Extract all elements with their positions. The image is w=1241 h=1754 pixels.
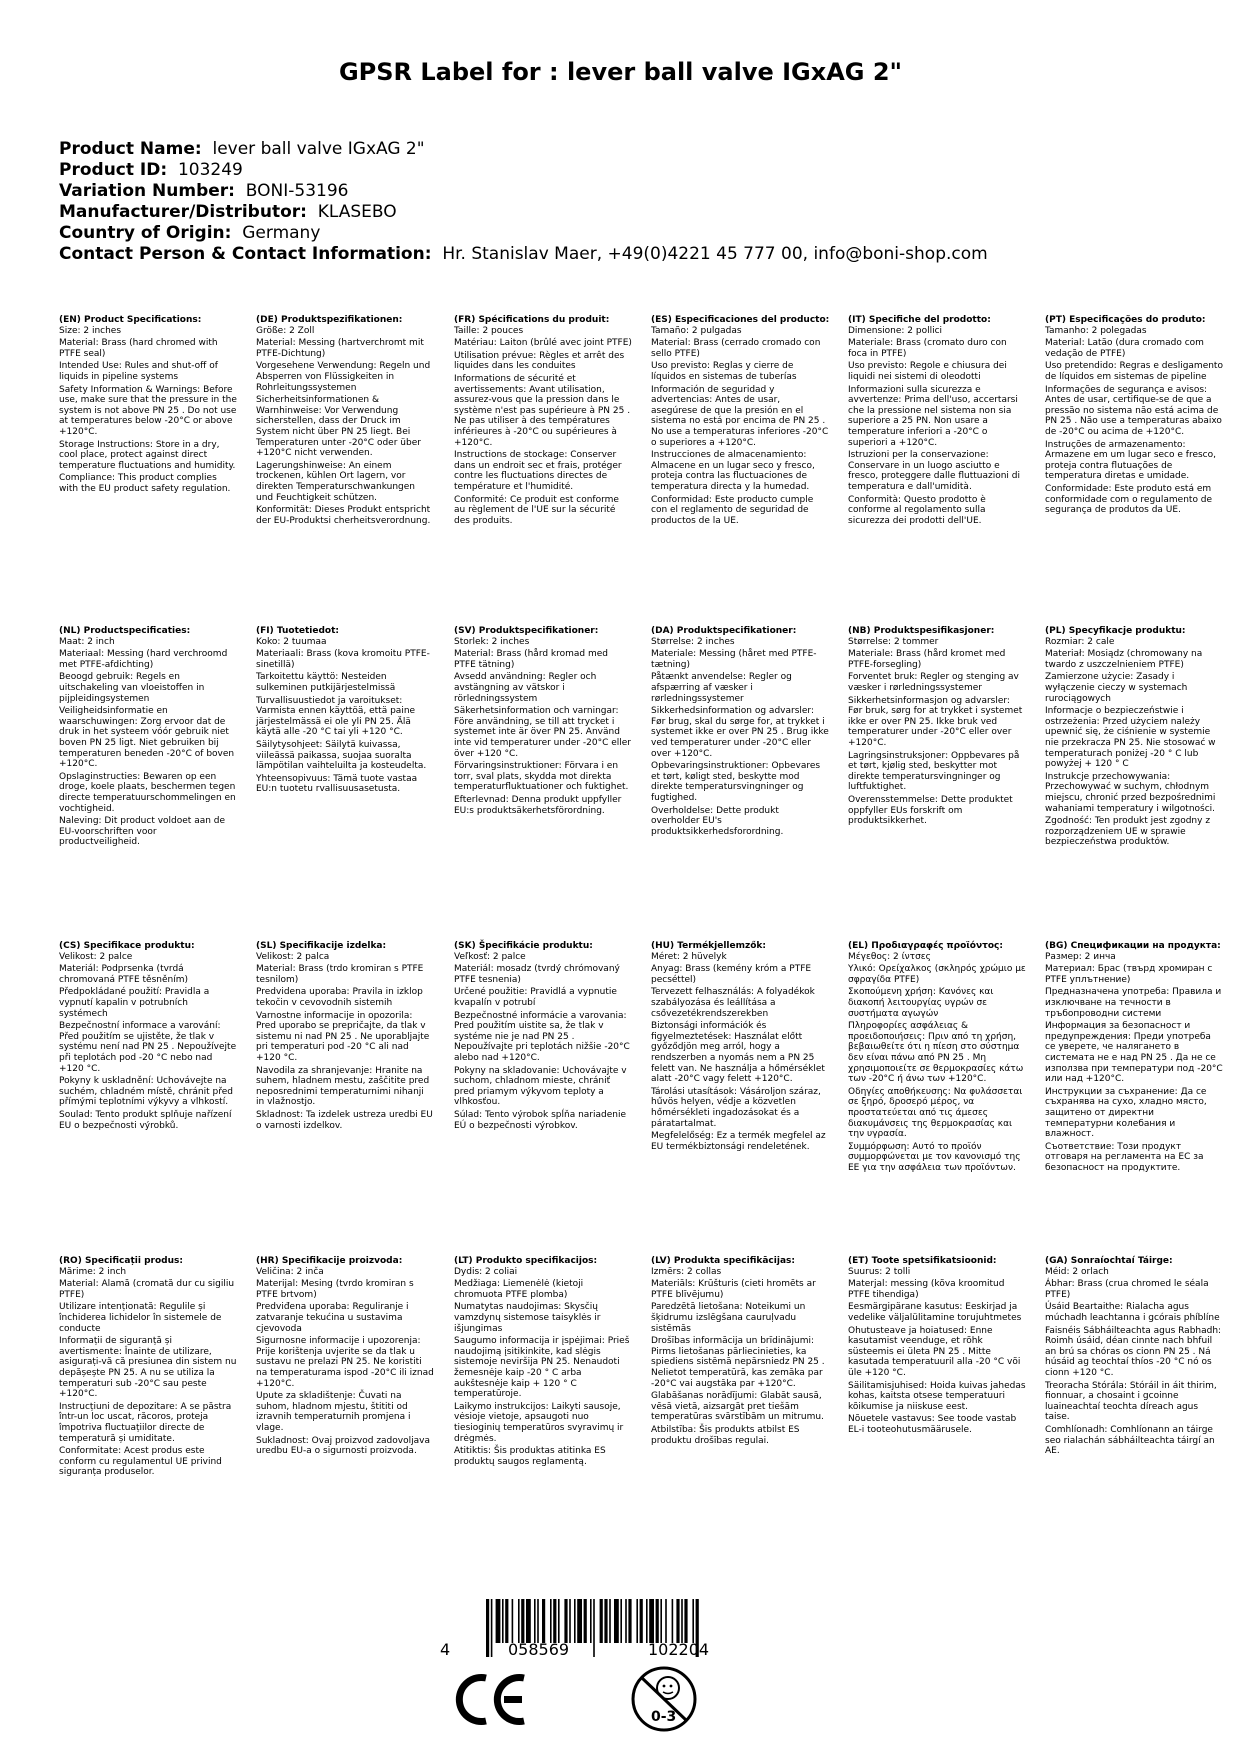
- spec-item: Conformitate: Acest produs este conform cu regulamentul UE privind siguranța produselor.: [59, 1446, 222, 1478]
- spec-item: Instrucciones de almacenamiento: Almacene en un lugar seco y fresco, proteja contra las fluctuaciones de temperatura directa y la humedad.: [651, 450, 815, 492]
- spec-item: Material: Brass (hard chromed with PTFE seal): [59, 338, 218, 359]
- info-label: Variation Number:: [59, 181, 235, 201]
- barcode-bar: [681, 1599, 683, 1643]
- spec-item: Instruções de armazenamento: Armazene em um lugar seco e fresco, proteja contra flutuações de temperatura diretas e umidade.: [1045, 439, 1216, 482]
- spec-item: Conformidad: Este producto cumple con el reglamento de seguridad de productos de la UE.: [651, 494, 814, 526]
- spec-header: (SL) Specifikacije izdelka:: [256, 941, 387, 951]
- spec-item: Lagerungshinweise: An einem trockenen, kühlen Ort lagern, vor direkten Temperaturschwankungen und Feuchtigkeit schützen.: [256, 460, 415, 503]
- spec-item: Bezpečnostné informácie a varovania: Pred použitím uistite sa, že tlak v systéme nie je nad PN 25 . Nepoužívajte pri teplotách nižšie -20°C alebo nad +120°C.: [454, 1010, 630, 1063]
- spec-item: Medžiaga: Liemenėlė (kietoji chromuota PTFE plomba): [454, 1279, 584, 1300]
- info-row: [59, 202, 988, 223]
- spec-header: (EL) Προδιαγραφές προϊόντος:: [848, 941, 1003, 951]
- spec-item: Materiale: Messing (håret med PTFE-tætning): [651, 649, 817, 670]
- barcode-bar: [609, 1599, 611, 1643]
- spec-item: Glabāšanas norādījumi: Glabāt sausā, vēsā vietā, aizsargāt pret tiešām temperatūras svārstībām un mitrumu.: [651, 1391, 824, 1423]
- info-label: Product ID:: [59, 160, 168, 180]
- barcode-bar: [636, 1599, 638, 1643]
- spec-item: Størrelse: 2 tommer: [848, 636, 939, 647]
- spec-item: Pokyny na skladovanie: Uchovávajte v suchom, chladnom mieste, chrániť pred priamym výkyvom teploty a vlhkosťou.: [454, 1065, 627, 1108]
- spec-item: Tarkoitettu käyttö: Nesteiden sulkeminen putkijärjestelmissä: [256, 672, 396, 693]
- spec-header: (NB) Produktspesifikasjoner:: [848, 626, 995, 636]
- info-value: KLASEBO: [317, 202, 397, 222]
- spec-item: Izmērs: 2 collas: [651, 1266, 722, 1277]
- spec-item: Avsedd användning: Regler och avstängning av vätskor i rörledningssystem: [454, 672, 597, 704]
- barcode-digits-mid: 058569: [508, 1640, 570, 1659]
- spec-item: Material: Messing (hartverchromt mit PTFE-Dichtung): [256, 338, 424, 359]
- spec-item: Informations de sécurité et avertissements: Avant utilisation, assurez-vous que la pression dans le système n'est pas supérieure à PN 25 . Ne pas utiliser à des températures inférieures à -20°C ou supérieures à +120°C.: [454, 373, 631, 448]
- barcode-bar: [620, 1599, 622, 1643]
- spec-item: Predvidena uporaba: Pravila in izklop tekočin v cevovodnih sistemih: [256, 987, 423, 1008]
- spec-item: Materiale: Brass (hård kromet med PTFE-forsegling): [848, 649, 1006, 670]
- spec-item: Varnostne informacije in opozorila: Pred uporabo se prepričajte, da tlak v sistemu ni nad PN 25 . Ne uporabljajte pri temperaturi pod -20 °C ali nad +120 °C.: [256, 1010, 430, 1063]
- spec-item: Uso previsto: Regole e chiusura dei liquidi nei sistemi di oleodotti: [848, 361, 1007, 382]
- spec-block: [848, 626, 1026, 829]
- barcode-bar: [628, 1599, 631, 1643]
- spec-header: (BG) Спецификации на продукта:: [1045, 941, 1221, 951]
- spec-item: Größe: 2 Zoll: [256, 325, 315, 336]
- info-label: Contact Person & Contact Information:: [59, 244, 432, 264]
- spec-item: Materiāls: Krūšturis (cieti hromēts ar PTFE blīvējumu): [651, 1279, 816, 1300]
- spec-block: [848, 1256, 1026, 1438]
- spec-item: Mărime: 2 inch: [59, 1266, 127, 1277]
- spec-item: Dydis: 2 coliai: [454, 1266, 518, 1277]
- info-value: BONI-53196: [245, 181, 349, 201]
- spec-item: Informações de segurança e avisos: Antes de usar, certifique-se de que a pressão no sistema não está acima de PN 25 . Não use a temperaturas abaixo de -20°C ou acima de +120°C.: [1045, 384, 1222, 437]
- spec-item: Informații de siguranță și avertismente: Înainte de utilizare, asigurați-vă că presiunea din sistem nu depășește PN 25. A nu se utiliza la temperaturi sub -20°C sau peste +120°C.: [59, 1336, 237, 1400]
- spec-item: Size: 2 inches: [59, 325, 122, 336]
- spec-item: Vorgesehene Verwendung: Regeln und Absperren von Flüssigkeiten in Rohrleitungssystemen: [256, 361, 431, 393]
- product-info: [59, 139, 988, 265]
- spec-item: Intended Use: Rules and shut-off of liquids in pipeline systems: [59, 361, 218, 382]
- barcode-bar: [692, 1599, 694, 1643]
- spec-item: Určené použitie: Pravidlá a vypnutie kvapalín v potrubí: [454, 987, 617, 1008]
- spec-item: Opslaginstructies: Bewaren op een droge, koele plaats, beschermen tegen directe temperatuurschommelingen en vochtigheid.: [59, 771, 236, 814]
- spec-item: Размер: 2 инча: [1045, 951, 1116, 962]
- spec-item: Material: Latão (dura cromado com vedação de PTFE): [1045, 338, 1204, 359]
- spec-item: Veličina: 2 inča: [256, 1266, 324, 1277]
- info-row: [59, 244, 988, 265]
- barcode-bar: [486, 1599, 489, 1657]
- spec-item: Zamierzone użycie: Zasady i wyłączenie cieczy w systemach rurociągowych: [1045, 672, 1188, 704]
- spec-item: Ohutusteave ja hoiatused: Enne kasutamist veenduge, et rõhk süsteemis ei ületa PN 25 . Mitte kasutada temperatuuril alla -20 °C või üle +120 °C.: [848, 1325, 1021, 1378]
- barcode-bar: [672, 1599, 674, 1643]
- spec-item: Materiał: Mosiądz (chromowany na twardo z uszczelnieniem PTFE): [1045, 649, 1203, 670]
- spec-item: Påtænkt anvendelse: Regler og afspærring af væsker i rørledningssystemer: [651, 672, 792, 704]
- spec-header: (FI) Tuotetiedot:: [256, 626, 340, 636]
- spec-item: Numatytas naudojimas: Skysčių vamzdynų sistemose taisyklės ir išjungimas: [454, 1302, 601, 1334]
- spec-item: Материал: Брас (твърд хромиран с PTFE уплътнение): [1045, 964, 1213, 985]
- spec-item: Uso previsto: Reglas y cierre de líquidos en sistemas de tuberías: [651, 361, 797, 382]
- barcode-bar: [676, 1599, 679, 1643]
- spec-item: Safety Information & Warnings: Before use, make sure that the pressure in the system is not above PN 25 . Do not use at temperatures below -20°C or above +120°C.: [59, 384, 237, 437]
- spec-item: Instructions de stockage: Conserver dans un endroit sec et frais, protéger contre les fluctuations directes de température et l'humidité.: [454, 450, 622, 492]
- spec-header: (GA) Sonraíochtaí Táirge:: [1045, 1256, 1173, 1266]
- barcode-bar: [665, 1599, 667, 1643]
- spec-item: Sukladnost: Ovaj proizvod zadovoljava uredbu EU-a o sigurnosti proizvoda.: [256, 1435, 430, 1457]
- spec-item: Naleving: Dit product voldoet aan de EU-voorschriften voor productveiligheid.: [59, 816, 226, 848]
- spec-header: (HR) Specifikacije proizvoda:: [256, 1256, 403, 1266]
- spec-item: Efterlevnad: Denna produkt uppfyller EU:s produktsäkerhetsförordning.: [454, 794, 622, 816]
- spec-header: (DE) Produktspezifikationen:: [256, 315, 403, 325]
- spec-header: (CS) Specifikace produktu:: [59, 941, 195, 951]
- spec-item: Tamaño: 2 pulgadas: [651, 325, 742, 336]
- barcode-bar: [577, 1599, 582, 1643]
- barcode-bar: [604, 1599, 607, 1643]
- spec-item: Tárolási utasítások: Vásároljon száraz, hűvös helyen, védje a közvetlen hőmérsékleti ingadozásokat és a páratartalmat.: [651, 1086, 821, 1129]
- spec-block: [59, 941, 237, 1133]
- info-value: Hr. Stanislav Maer, +49(0)4221 45 777 00, info@boni-shop.com: [442, 244, 988, 264]
- spec-block: [454, 1256, 632, 1469]
- spec-header: (DA) Produktspecifikationer:: [651, 626, 797, 636]
- info-value: Germany: [242, 223, 321, 243]
- spec-item: Upute za skladištenje: Čuvati na suhom, hladnom mjestu, štititi od izravnih temperaturnih promjena i vlage.: [256, 1391, 411, 1433]
- spec-item: Sikkerhetsinformasjon og advarsler: Før bruk, sørg for at trykket i systemet ikke er over PN 25. Ikke bruk ved temperaturer under -20°C eller over +120°C.: [848, 695, 1023, 748]
- spec-item: Conformité: Ce produit est conforme au règlement de l'UE sur la sécurité des produits.: [454, 494, 619, 526]
- info-row: [59, 160, 988, 181]
- spec-item: Opbevaringsinstruktioner: Opbevares et tørt, køligt sted, beskytte mod direkte temperatursvingninger og fugtighed.: [651, 761, 821, 803]
- spec-item: Treoracha Stórála: Stóráil in áit thirim, fionnuar, a chosaint i gcoinne luaineachtaí teochta díreach agus taise.: [1045, 1380, 1217, 1423]
- info-row: [59, 181, 988, 202]
- spec-item: Информация за безопасност и предупреждения: Преди употреба се уверете, че налягането в системата не е над PN 25 . Да не се използва при температури под -20°C или над +120°C.: [1045, 1021, 1223, 1085]
- spec-block: [454, 626, 632, 818]
- spec-item: Material: Brass (cerrado cromado con sello PTFE): [651, 338, 821, 359]
- spec-block: [848, 941, 1026, 1175]
- spec-item: Anyag: Brass (kemény króm a PTFE pecséttel): [651, 964, 812, 985]
- spec-header: (IT) Specifiche del prodotto:: [848, 315, 991, 325]
- ce-mark-icon: [455, 1672, 531, 1727]
- spec-block: [1045, 1256, 1223, 1459]
- spec-item: Compliance: This product complies with the EU product safety regulation.: [59, 473, 231, 494]
- spec-item: Σκοπούμενη χρήση: Κανόνες και διακοπή λειτουργίας υγρών σε συστήματα αγωγών: [848, 987, 994, 1019]
- spec-item: Tamanho: 2 polegadas: [1045, 325, 1147, 336]
- spec-item: Pokyny k uskladnění: Uchovávejte na suchém, chladném místě, chránit před přímými teplotními výkyvy a vlhkostí.: [59, 1076, 233, 1108]
- spec-item: Sigurnosne informacije i upozorenja: Prije korištenja uvjerite se da tlak u sustavu ne prelazi PN 25. Ne koristiti na temperaturama ispod -20°C ili iznad +120°C.: [256, 1336, 434, 1389]
- spec-item: Storlek: 2 inches: [454, 636, 530, 647]
- spec-item: Lagringsinstruksjoner: Oppbevares på et tørt, kjølig sted, beskytter mot direkte temperatursvingninger og luftfuktighet.: [848, 750, 1020, 793]
- spec-block: [59, 315, 237, 497]
- spec-item: Saugumo informacija ir įspėjimai: Prieš naudojimą įsitikinkite, kad slėgis sistemoje neviršija PN 25. Nenaudoti žemesnėje kaip -20 ° C arba aukštesnėje kaip + 120 ° C temperatūroje.: [454, 1336, 630, 1400]
- spec-item: Forventet bruk: Regler og stenging av væsker i rørledningssystemer: [848, 672, 1019, 693]
- barcode-bar: [614, 1599, 619, 1643]
- barcode-bar: [558, 1599, 560, 1643]
- spec-header: (PL) Specyfikacje produktu:: [1045, 626, 1186, 636]
- spec-item: Materiaal: Messing (hard verchroomd met PTFE-afdichting): [59, 649, 228, 670]
- barcode-bar: [518, 1599, 520, 1643]
- spec-header: (SK) Špecifikácie produktu:: [454, 941, 593, 951]
- spec-item: Beoogd gebruik: Regels en uitschakeling van vloeistoffen in pijpleidingsystemen: [59, 672, 205, 704]
- barcode-bar: [590, 1599, 592, 1643]
- spec-block: [651, 315, 829, 528]
- spec-item: Soulad: Tento produkt splňuje nařízení EU o bezpečnosti výrobků.: [59, 1109, 232, 1131]
- spec-block: [651, 1256, 829, 1448]
- spec-item: Materiál: Podprsenka (tvrdá chromovaná PTFE těsněním): [59, 964, 188, 985]
- spec-block: [651, 941, 829, 1154]
- spec-item: Utilizare intenționată: Regulile și închiderea lichidelor în sistemele de conducte: [59, 1302, 222, 1334]
- spec-item: Istruzioni per la conservazione: Conservare in un luogo asciutto e fresco, proteggere dalle fluttuazioni di temperatura e dall'umidità.: [848, 450, 1021, 492]
- spec-block: [59, 1256, 237, 1480]
- spec-item: Συμμόρφωση: Αυτό το προϊόν συμμορφώνεται με τον κανονισμό της ΕΕ για την ασφάλεια των προϊόντων.: [848, 1141, 1021, 1173]
- not-for-children-0-3-icon: [629, 1664, 699, 1734]
- spec-item: Materiale: Brass (cromato duro con foca in PTFE): [848, 338, 1007, 359]
- spec-header: (FR) Spécifications du produit:: [454, 315, 610, 325]
- barcode-bar: [521, 1599, 524, 1643]
- spec-item: Предназначена употреба: Правила и изключване на течности в тръбопроводни системи: [1045, 987, 1222, 1019]
- spec-header: (RO) Specificații produs:: [59, 1256, 183, 1266]
- spec-item: Säilitamisjuhised: Hoida kuivas jahedas kohas, kaitsta otsese temperatuuri kõikumise ja niiskuse eest.: [848, 1380, 1026, 1412]
- spec-item: Instrukcje przechowywania: Przechowywać w suchym, chłodnym miejscu, chronić przed bezpośrednimi wahaniami temperatury i wilgotności.: [1045, 771, 1216, 814]
- spec-item: Storage Instructions: Store in a dry, cool place, protect against direct temperature fluctuations and humidity.: [59, 439, 236, 471]
- spec-header: (SV) Produktspecifikationer:: [454, 626, 599, 636]
- spec-block: [59, 626, 237, 850]
- spec-item: Atitiktis: Šis produktas atitinka ES produktų saugos reglamentą.: [454, 1446, 606, 1467]
- spec-item: Materjal: messing (kõva kroomitud PTFE tihendiga): [848, 1279, 1005, 1300]
- barcode-bar: [553, 1599, 556, 1643]
- spec-item: Yhteensopivuus: Tämä tuote vastaa EU:n tuotetu rvallisuusasetusta.: [256, 773, 418, 795]
- spec-item: Utilisation prévue: Règles et arrêt des liquides dans les conduites: [454, 350, 625, 372]
- spec-item: Información de seguridad y advertencias: Antes de usar, asegúrese de que la presión en el sistema no está por encima de PN 25 . No use a temperaturas inferiores -20°C o superiores a +120°C.: [651, 384, 829, 448]
- spec-item: Rozmiar: 2 cale: [1045, 636, 1115, 647]
- spec-block: [1045, 315, 1223, 518]
- spec-item: Instrucțiuni de depozitare: A se păstra într-un loc uscat, răcoros, proteja împotriva fluctuațiilor directe de temperatură și umiditate.: [59, 1401, 232, 1444]
- barcode-bar: [584, 1599, 587, 1643]
- barcode-bar: [569, 1599, 571, 1643]
- barcode-bar: [600, 1599, 603, 1643]
- spec-block: [651, 626, 829, 839]
- spec-item: Conformità: Questo prodotto è conforme al regolamento sulla sicurezza dei prodotti dell'UE.: [848, 494, 986, 526]
- spec-item: Velikost: 2 palca: [256, 951, 330, 962]
- spec-item: Съответствие: Този продукт отговаря на регламента на ЕС за безопасност на продуктите.: [1045, 1141, 1204, 1173]
- barcode-bar: [537, 1599, 539, 1643]
- barcode-digit-left: 4: [440, 1640, 451, 1659]
- spec-item: Förvaringsinstruktioner: Förvara i en torr, sval plats, skydda mot direkta temperaturfluktuationer och fuktighet.: [454, 761, 629, 793]
- spec-header: (EN) Product Specifications:: [59, 315, 202, 325]
- barcode-bar: [640, 1599, 643, 1643]
- page-title: GPSR Label for : lever ball valve IGxAG 2": [338, 58, 903, 86]
- barcode-bar: [574, 1599, 576, 1643]
- barcode-bar: [660, 1599, 662, 1643]
- barcode-bar: [502, 1599, 504, 1643]
- spec-item: Overholdelse: Dette produkt overholder EU's produktsikkerhedsforordning.: [651, 805, 784, 837]
- spec-item: Navodila za shranjevanje: Hranite na suhem, hladnem mestu, zaščitite pred neposrednimi temperaturnimi nihanji in vlažnostjo.: [256, 1065, 430, 1108]
- spec-item: Zgodność: Ten produkt jest zgodny z rozporządzeniem UE w sprawie bezpieczeństwa produktów.: [1045, 816, 1211, 848]
- spec-item: Μέγεθος: 2 ίντσες: [848, 951, 931, 962]
- info-label: Product Name:: [59, 139, 202, 159]
- spec-item: Nõuetele vastavus: See toode vastab EL-i tooteohutusmäärusele.: [848, 1414, 1017, 1435]
- spec-item: Material: Brass (hård kromad med PTFE tätning): [454, 649, 609, 670]
- spec-item: Conformidade: Este produto está em conformidade com o regulamento de segurança de produtos da UE.: [1045, 483, 1213, 516]
- spec-item: Bezpečnostní informace a varování: Před použitím se ujistěte, že tlak v systému není nad PN 25 . Nepoužívejte při teplotách pod -20 °C nebo nad +120 °C.: [59, 1021, 237, 1074]
- spec-header: (NL) Productspecificaties:: [59, 626, 191, 636]
- spec-item: Säilytysohjeet: Säilytä kuivassa, viileässä paikassa, suojaa suoralta lämpötilan vaihteluilta ja kosteudelta.: [256, 739, 427, 772]
- spec-item: Suurus: 2 tolli: [848, 1266, 911, 1277]
- spec-item: Materiaali: Brass (kova kromoitu PTFE-sinetillä): [256, 649, 430, 670]
- spec-block: [1045, 941, 1223, 1175]
- barcode-bar: [542, 1599, 545, 1643]
- spec-header: (ES) Especificaciones del producto:: [651, 315, 830, 325]
- spec-item: Οδηγίες αποθήκευσης: Να φυλάσσεται σε ξηρό, δροσερό μέρος, να προστατεύεται από τις άμεσες διακυμάνσεις της θερμοκρασίας και την υγρασία.: [848, 1086, 1023, 1140]
- barcode-bar: [491, 1599, 493, 1657]
- info-label: Country of Origin:: [59, 223, 232, 243]
- info-row: [59, 139, 988, 160]
- barcode-digits-right: 102204: [648, 1640, 710, 1659]
- age-range-label: 0-3: [651, 1709, 677, 1725]
- spec-item: Informacje o bezpieczeństwie i ostrzeżenia: Przed użyciem należy upewnić się, że ciśnienie w systemie nie przekracza PN 25. Nie stosować w temperaturach poniżej -20 ° C lub powyżej + 120 ° C: [1045, 706, 1216, 770]
- spec-item: Faisnéis Sábháilteachta agus Rabhadh: Roimh úsáid, déan cinnte nach bhfuil an brú sa chóras os cionn PN 25 . Ná húsáid ag teochtaí thíos -20 °C nó os cionn +120 °C.: [1045, 1325, 1222, 1378]
- spec-item: Material: Brass (trdo kromiran s PTFE tesnilom): [256, 964, 424, 985]
- spec-header: (HU) Termékjellemzők:: [651, 941, 767, 951]
- barcode-bar: [684, 1599, 687, 1643]
- spec-item: Størrelse: 2 inches: [651, 636, 735, 647]
- spec-item: Veiligheidsinformatie en waarschuwingen: Zorg ervoor dat de druk in het systeem vóór gebruik niet boven PN 25 ligt. Niet gebruiken bij temperaturen beneden -20°C of boven +120°C.: [59, 706, 235, 770]
- spec-item: Velikost: 2 palce: [59, 951, 133, 962]
- spec-item: Overensstemmelse: Dette produktet oppfyller EUs forskrift om produktsikkerhet.: [848, 794, 1013, 827]
- spec-block: [256, 941, 434, 1133]
- barcode-bar: [646, 1599, 648, 1643]
- barcode-bar: [593, 1599, 595, 1657]
- spec-item: Säkerhetsinformation och varningar: Före användning, se till att trycket i systemet inte är över PN 25. Använd inte vid temperaturer under -20°C eller över +120 °C.: [454, 706, 632, 759]
- spec-item: Laikymo instrukcijos: Laikyti sausoje, vėsioje vietoje, apsaugoti nuo tiesioginių temperatūros svyravimų ir drėgmės.: [454, 1401, 624, 1444]
- spec-item: Méret: 2 hüvelyk: [651, 951, 727, 962]
- info-row: [59, 223, 988, 244]
- spec-item: Predviđena uporaba: Reguliranje i zatvaranje tekućina u sustavima cjevovoda: [256, 1302, 409, 1334]
- spec-item: Uso pretendido: Regras e desligamento de líquidos em sistemas de pipeline: [1045, 361, 1223, 382]
- spec-item: Sikkerhedsinformation og advarsler: Før brug, skal du sørge for, at trykket i systemet ikke er over PN 25 . Brug ikke ved temperaturer under -20°C eller over +120°C.: [651, 706, 829, 759]
- spec-item: Materiál: mosadz (tvrdý chrómovaný PTFE tesnenia): [454, 964, 620, 985]
- spec-block: [256, 626, 434, 797]
- spec-item: Koko: 2 tuumaa: [256, 636, 327, 647]
- spec-item: Taille: 2 pouces: [454, 325, 524, 336]
- barcode-bar: [564, 1599, 567, 1643]
- spec-item: Biztonsági információk és figyelmeztetések: Használat előtt győződjön meg arról, hogy a rendszerben a nyomás nem a PN 25 felett van. Ne használja a hőmérséklet alatt -20°C vagy felett +120°C.: [651, 1021, 825, 1085]
- spec-header: (LV) Produkta specifikācijas:: [651, 1256, 795, 1266]
- spec-header: (LT) Produkto specifikacijos:: [454, 1256, 598, 1266]
- spec-block: [848, 315, 1026, 528]
- spec-item: Megfelelőség: Ez a termék megfelel az EU termékbiztonsági rendeletének.: [651, 1131, 826, 1152]
- spec-item: Méid: 2 orlach: [1045, 1266, 1109, 1277]
- spec-block: [454, 315, 632, 528]
- info-value: 103249: [177, 160, 243, 180]
- spec-item: Drošības informācija un brīdinājumi: Pirms lietošanas pārliecinieties, ka spiediens sistēmā nepārsniedz PN 25 . Nelietot temperatūrā, kas zemāka par -20°C vai augstāka par +120°C.: [651, 1336, 825, 1389]
- barcode-bar: [505, 1599, 508, 1643]
- barcode-bar: [649, 1599, 654, 1643]
- info-label: Manufacturer/Distributor:: [59, 202, 307, 222]
- spec-item: Ábhar: Brass (crua chromed le séala PTFE): [1045, 1279, 1209, 1300]
- spec-header: (ET) Toote spetsifikatsioonid:: [848, 1256, 997, 1266]
- spec-item: Veľkosť: 2 palce: [454, 951, 526, 962]
- spec-item: Material: Alamă (cromată dur cu sigiliu PTFE): [59, 1279, 235, 1300]
- spec-item: Инструкции за съхранение: Да се съхранява на сухо, хладно място, защитено от директни температурни колебания и влажност.: [1045, 1086, 1207, 1140]
- spec-item: Paredzētā lietošana: Noteikumi un šķidrumu izslēgšana cauruļvadu sistēmās: [651, 1302, 806, 1334]
- spec-item: Turvallisuustiedot ja varoitukset: Varmista ennen käyttöä, että paine järjestelmässä ei ole yli PN 25. Älä käytä alle -20 °C tai yli +120 °C.: [256, 695, 416, 738]
- spec-item: Sicherheitsinformationen & Warnhinweise: Vor Verwendung sicherstellen, dass der Druck im System nicht über PN 25 liegt. Bei Temperaturen unter -20°C oder über +120°C nicht verwenden.: [256, 395, 421, 459]
- spec-block: [256, 1256, 434, 1459]
- spec-item: Informazioni sulla sicurezza e avvertenze: Prima dell'uso, accertarsi che la pressione nel sistema non sia superiore a 25 PN. Non usare a temperature inferiori a -20°C o superiori a +120°C.: [848, 384, 1018, 448]
- spec-item: Eesmärgipärane kasutus: Eeskirjad ja vedelike väljalülitamine torujuhtmetes: [848, 1302, 1022, 1323]
- barcode-bar: [512, 1599, 514, 1643]
- spec-item: Υλικό: Ορείχαλκος (σκληρός χρώμιο με σφραγίδα PTFE): [848, 964, 1026, 985]
- spec-block: [256, 315, 434, 528]
- spec-item: Konformität: Dieses Produkt entspricht der EU-Produktsi cherheitsverordnung.: [256, 505, 431, 526]
- spec-item: Předpokládané použití: Pravidla a vypnutí kapalin v potrubních systémech: [59, 987, 210, 1019]
- spec-item: Úsáid Beartaithe: Rialacha agus múchadh leachtanna i gcórais phíblíne: [1045, 1302, 1220, 1323]
- spec-item: Atbilstība: Šis produkts atbilst ES produktu drošības regulai.: [651, 1424, 800, 1446]
- barcode-bar: [534, 1599, 536, 1643]
- spec-header: (PT) Especificações do produto:: [1045, 315, 1206, 325]
- barcode-bar: [496, 1599, 501, 1643]
- spec-item: Comhlíonadh: Comhlíonann an táirge seo rialachán sábháilteachta táirgí an AE.: [1045, 1424, 1215, 1457]
- spec-item: Maat: 2 inch: [59, 636, 115, 647]
- spec-item: Tervezett felhasználás: A folyadékok szabályozása és leállítása a csővezetékrendszerekben: [651, 987, 815, 1019]
- spec-block: [454, 941, 632, 1133]
- spec-block: [1045, 626, 1223, 850]
- barcode-bar: [526, 1599, 531, 1643]
- spec-item: Súlad: Tento výrobok spĺňa nariadenie EÚ o bezpečnosti výrobkov.: [454, 1109, 627, 1131]
- spec-item: Matériau: Laiton (brûlé avec joint PTFE): [454, 338, 632, 349]
- barcode-bar: [656, 1599, 659, 1643]
- spec-item: Materijal: Mesing (tvrdo kromiran s PTFE brtvom): [256, 1279, 414, 1300]
- spec-item: Dimensione: 2 pollici: [848, 325, 943, 336]
- barcode-bar: [625, 1599, 627, 1643]
- barcode-bar: [550, 1599, 552, 1643]
- spec-item: Skladnost: Ta izdelek ustreza uredbi EU o varnosti izdelkov.: [256, 1109, 433, 1131]
- spec-item: Πληροφορίες ασφάλειας & προειδοποιήσεις: Πριν από τη χρήση, βεβαιωθείτε ότι η πίεση στο σύστημα δεν είναι πάνω από PN 25 . Μη χρησιμοποιείτε σε θερμοκρασίες κάτω των -20°C ή άνω των +120°C.: [848, 1021, 1024, 1085]
- info-value: lever ball valve IGxAG 2": [212, 139, 425, 159]
